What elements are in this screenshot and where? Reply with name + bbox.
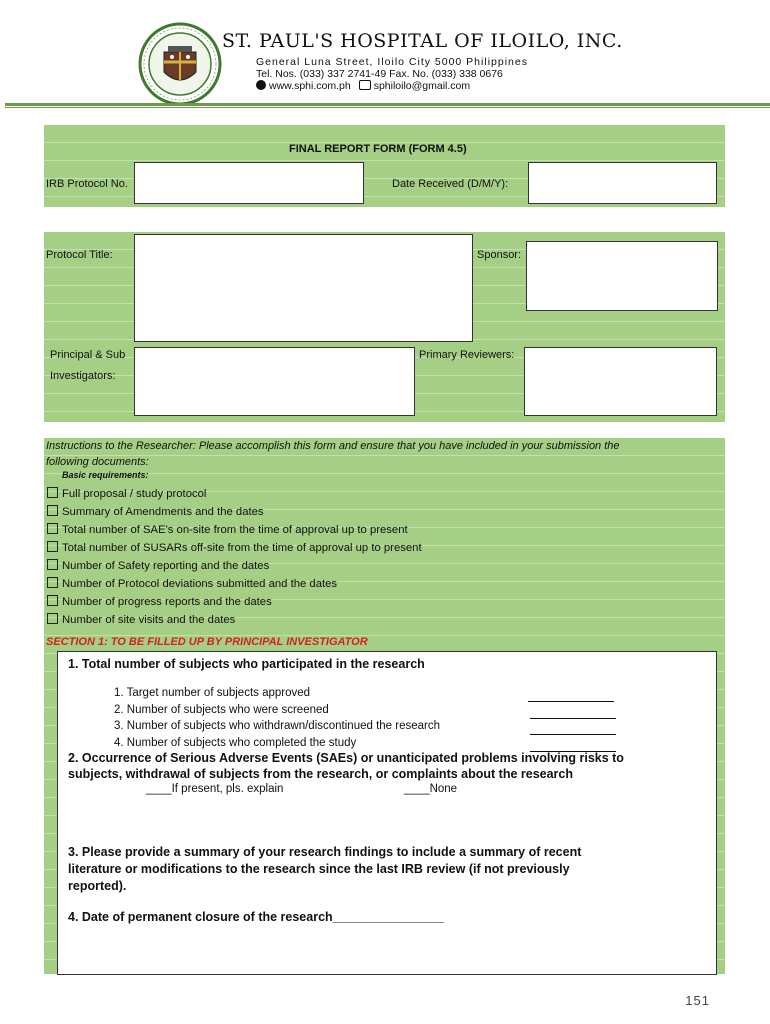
q1-item: 3. Number of subjects who withdrawn/discontinued the research bbox=[114, 720, 441, 732]
protocol-title-field[interactable] bbox=[134, 234, 473, 342]
q2-option-present[interactable]: ____If present, pls. explain bbox=[146, 783, 284, 795]
date-received-label: Date Received (D/M/Y): bbox=[392, 178, 509, 190]
checkbox-icon[interactable] bbox=[47, 487, 58, 498]
hospital-contacts bbox=[256, 80, 470, 92]
page-number: 151 bbox=[685, 993, 710, 1008]
email-icon bbox=[359, 80, 371, 90]
investigators-label-line2: Investigators: bbox=[50, 370, 116, 382]
question-1: 1. Total number of subjects who participated in the research bbox=[68, 657, 425, 671]
section1-answer-box[interactable] bbox=[57, 651, 717, 975]
checkbox-icon[interactable] bbox=[47, 523, 58, 534]
form-title: FINAL REPORT FORM (FORM 4.5) bbox=[289, 143, 467, 155]
primary-reviewers-field[interactable] bbox=[524, 347, 717, 416]
q1-item: 2. Number of subjects who were screened bbox=[114, 704, 329, 716]
requirement-item[interactable]: Total number of SAE's on-site from the time of approval up to present bbox=[47, 523, 408, 536]
question-4: 4. Date of permanent closure of the research________________ bbox=[68, 910, 444, 924]
hospital-phones: Tel. Nos. (033) 337 2741-49 Fax. No. (033) 338 0676 bbox=[256, 68, 503, 80]
requirement-item[interactable]: Full proposal / study protocol bbox=[47, 487, 206, 500]
primary-reviewers-label: Primary Reviewers: bbox=[419, 349, 515, 361]
requirement-item[interactable]: Total number of SUSARs off-site from the time of approval up to present bbox=[47, 541, 422, 554]
checkbox-icon[interactable] bbox=[47, 577, 58, 588]
date-received-field[interactable] bbox=[528, 162, 717, 204]
hospital-website[interactable]: www.sphi.com.ph bbox=[269, 80, 351, 92]
investigators-label-line1: Principal & Sub bbox=[50, 349, 126, 361]
requirement-item[interactable]: Number of Protocol deviations submitted and the dates bbox=[47, 577, 337, 590]
hospital-seal-logo bbox=[138, 22, 222, 106]
instructions-line2: following documents: bbox=[46, 456, 149, 468]
requirement-item[interactable]: Number of Safety reporting and the dates bbox=[47, 559, 269, 572]
header-divider-thin bbox=[5, 107, 770, 108]
protocol-title-label: Protocol Title: bbox=[46, 249, 113, 261]
q1-item: 1. Target number of subjects approved bbox=[114, 687, 311, 699]
instructions-line1: Instructions to the Researcher: Please accomplish this form and ensure that you have included in your submission the bbox=[46, 440, 620, 452]
investigators-field[interactable] bbox=[134, 347, 415, 416]
checkbox-icon[interactable] bbox=[47, 559, 58, 570]
checkbox-icon[interactable] bbox=[47, 505, 58, 516]
irb-protocol-field[interactable] bbox=[134, 162, 364, 204]
question-2-line2: subjects, withdrawal of subjects from the research, or complaints about the research bbox=[68, 767, 573, 781]
requirement-item[interactable]: Number of progress reports and the dates bbox=[47, 595, 272, 608]
basic-requirements-title: Basic requirements: bbox=[62, 470, 149, 480]
question-3-line1: 3. Please provide a summary of your research findings to include a summary of recent bbox=[68, 845, 582, 859]
irb-protocol-label: IRB Protocol No. bbox=[46, 178, 128, 190]
requirement-item[interactable]: Summary of Amendments and the dates bbox=[47, 505, 264, 518]
question-3-line2: literature or modifications to the research since the last IRB review (if not previously bbox=[68, 862, 570, 876]
checkbox-icon[interactable] bbox=[47, 541, 58, 552]
hospital-address: General Luna Street, Iloilo City 5000 Philippines bbox=[256, 56, 528, 68]
header-divider bbox=[5, 103, 770, 106]
hospital-name: ST. PAUL'S HOSPITAL OF ILOILO, INC. bbox=[222, 30, 623, 52]
q1-item: 4. Number of subjects who completed the study bbox=[114, 737, 357, 749]
globe-icon bbox=[256, 80, 266, 90]
section1-heading: SECTION 1: TO BE FILLED UP BY PRINCIPAL INVESTIGATOR bbox=[46, 636, 368, 648]
checkbox-icon[interactable] bbox=[47, 595, 58, 606]
sponsor-label: Sponsor: bbox=[477, 249, 522, 261]
hospital-email[interactable]: sphiloilo@gmail.com bbox=[373, 80, 471, 92]
question-3-line3: reported). bbox=[68, 879, 127, 893]
sponsor-field[interactable] bbox=[526, 241, 718, 311]
q1-answer-blank[interactable] bbox=[530, 717, 616, 719]
checkbox-icon[interactable] bbox=[47, 613, 58, 624]
q1-answer-blank[interactable] bbox=[528, 700, 614, 702]
requirement-item[interactable]: Number of site visits and the dates bbox=[47, 613, 235, 626]
q1-answer-blank[interactable] bbox=[530, 733, 616, 735]
q2-option-none[interactable]: ____None bbox=[404, 783, 458, 795]
question-2-line1: 2. Occurrence of Serious Adverse Events (SAEs) or unanticipated problems involving risks to bbox=[68, 751, 624, 765]
